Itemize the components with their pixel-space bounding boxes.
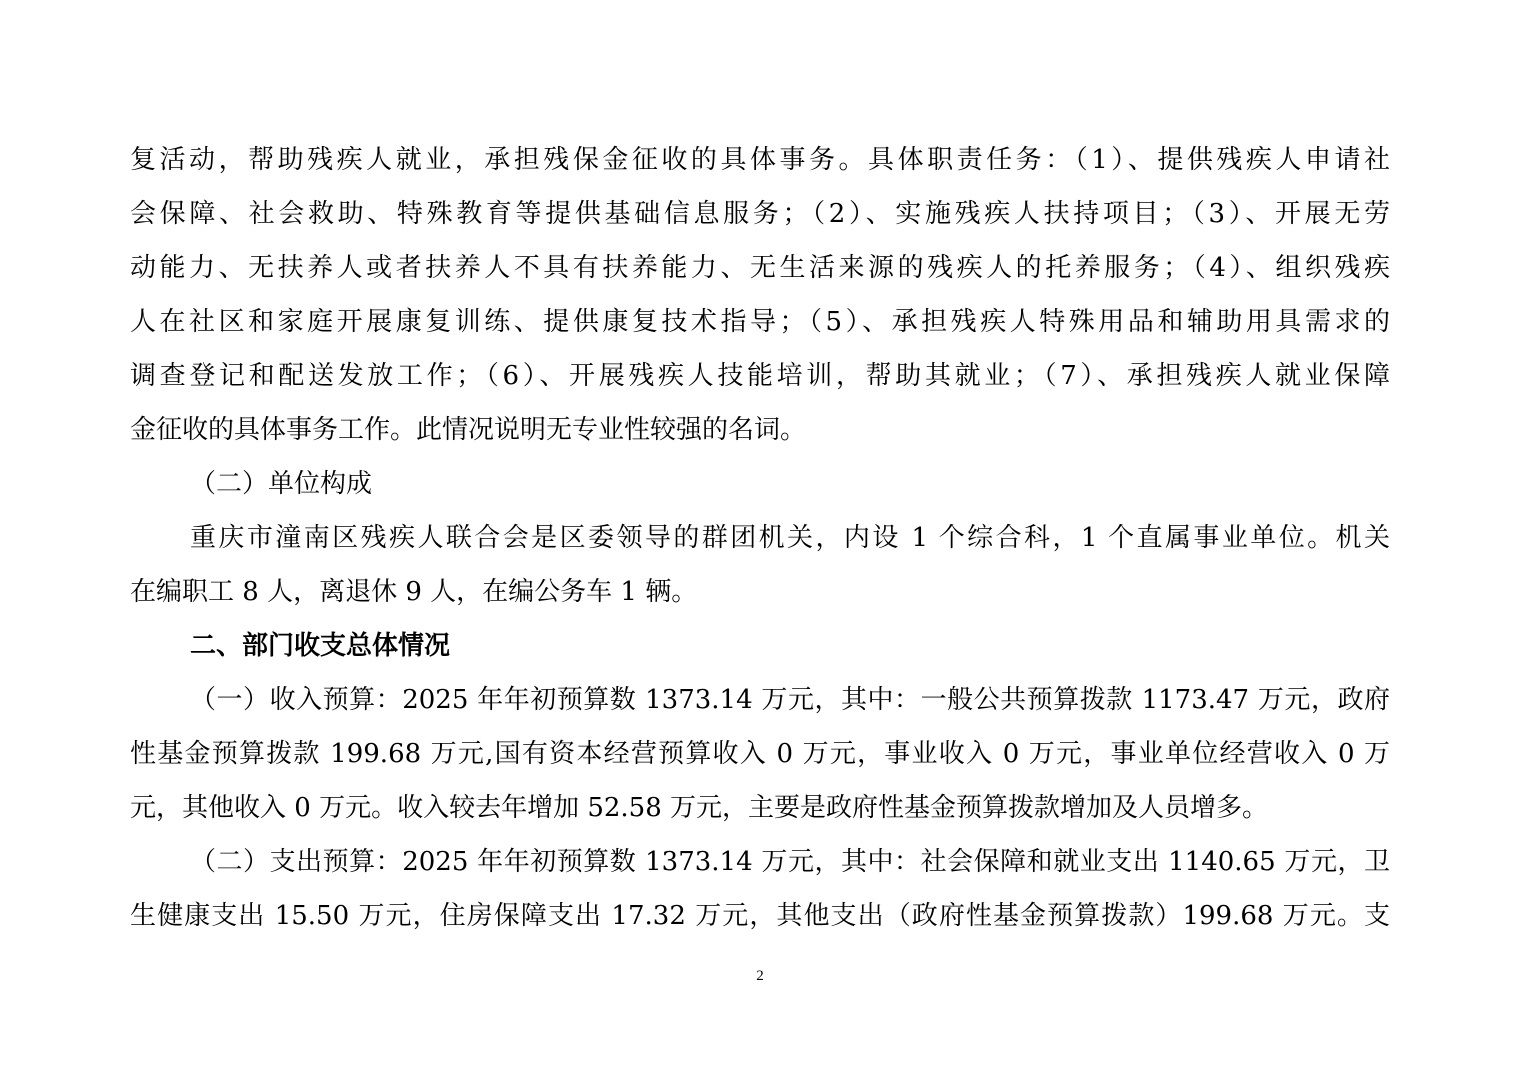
paragraph-line: 复活动，帮助残疾人就业，承担残保金征收的具体事务。具体职责任务：（1）、提供残疾人申请社 [130,145,1390,175]
paragraph-line: 元，其他收入 0 万元。收入较去年增加 52.58 万元，主要是政府性基金预算拨款增加及人员增多。 [130,793,1269,823]
subsection-heading-unit-composition: （二）单位构成 [190,469,373,499]
paragraph-line: 重庆市潼南区残疾人联合会是区委领导的群团机关，内设 1 个综合科，1 个直属事业单位。机关 [190,523,1390,553]
paragraph-line: 会保障、社会救助、特殊教育等提供基础信息服务；（2）、实施残疾人扶持项目；（3）、开展无劳 [130,199,1390,229]
paragraph-line: 调查登记和配送发放工作；（6）、开展残疾人技能培训，帮助其就业；（7）、承担残疾人就业保障 [130,361,1390,391]
paragraph-line: 动能力、无扶养人或者扶养人不具有扶养能力、无生活来源的残疾人的托养服务；（4）、组织残疾 [130,253,1390,283]
paragraph-line: （二）支出预算：2025 年年初预算数 1373.14 万元，其中：社会保障和就业支出 1140.65 万元，卫 [190,847,1390,877]
paragraph-line: 人在社区和家庭开展康复训练、提供康复技术指导；（5）、承担残疾人特殊用品和辅助用具需求的 [130,307,1390,337]
paragraph-line: 性基金预算拨款 199.68 万元,国有资本经营预算收入 0 万元，事业收入 0 万元，事业单位经营收入 0 万 [130,739,1390,769]
paragraph-line: 生健康支出 15.50 万元，住房保障支出 17.32 万元，其他支出（政府性基金预算拨款）199.68 万元。支 [130,901,1390,931]
paragraph-line: 在编职工 8 人，离退休 9 人，在编公务车 1 辆。 [130,577,698,607]
page-number: 2 [756,968,764,984]
paragraph-line: 金征收的具体事务工作。此情况说明无专业性较强的名词。 [130,415,807,445]
section-heading-revenue-expenditure: 二、部门收支总体情况 [190,631,451,661]
paragraph-line: （一）收入预算：2025 年年初预算数 1373.14 万元，其中：一般公共预算拨款 1173.47 万元，政府 [190,685,1390,715]
page-body [130,133,1390,943]
